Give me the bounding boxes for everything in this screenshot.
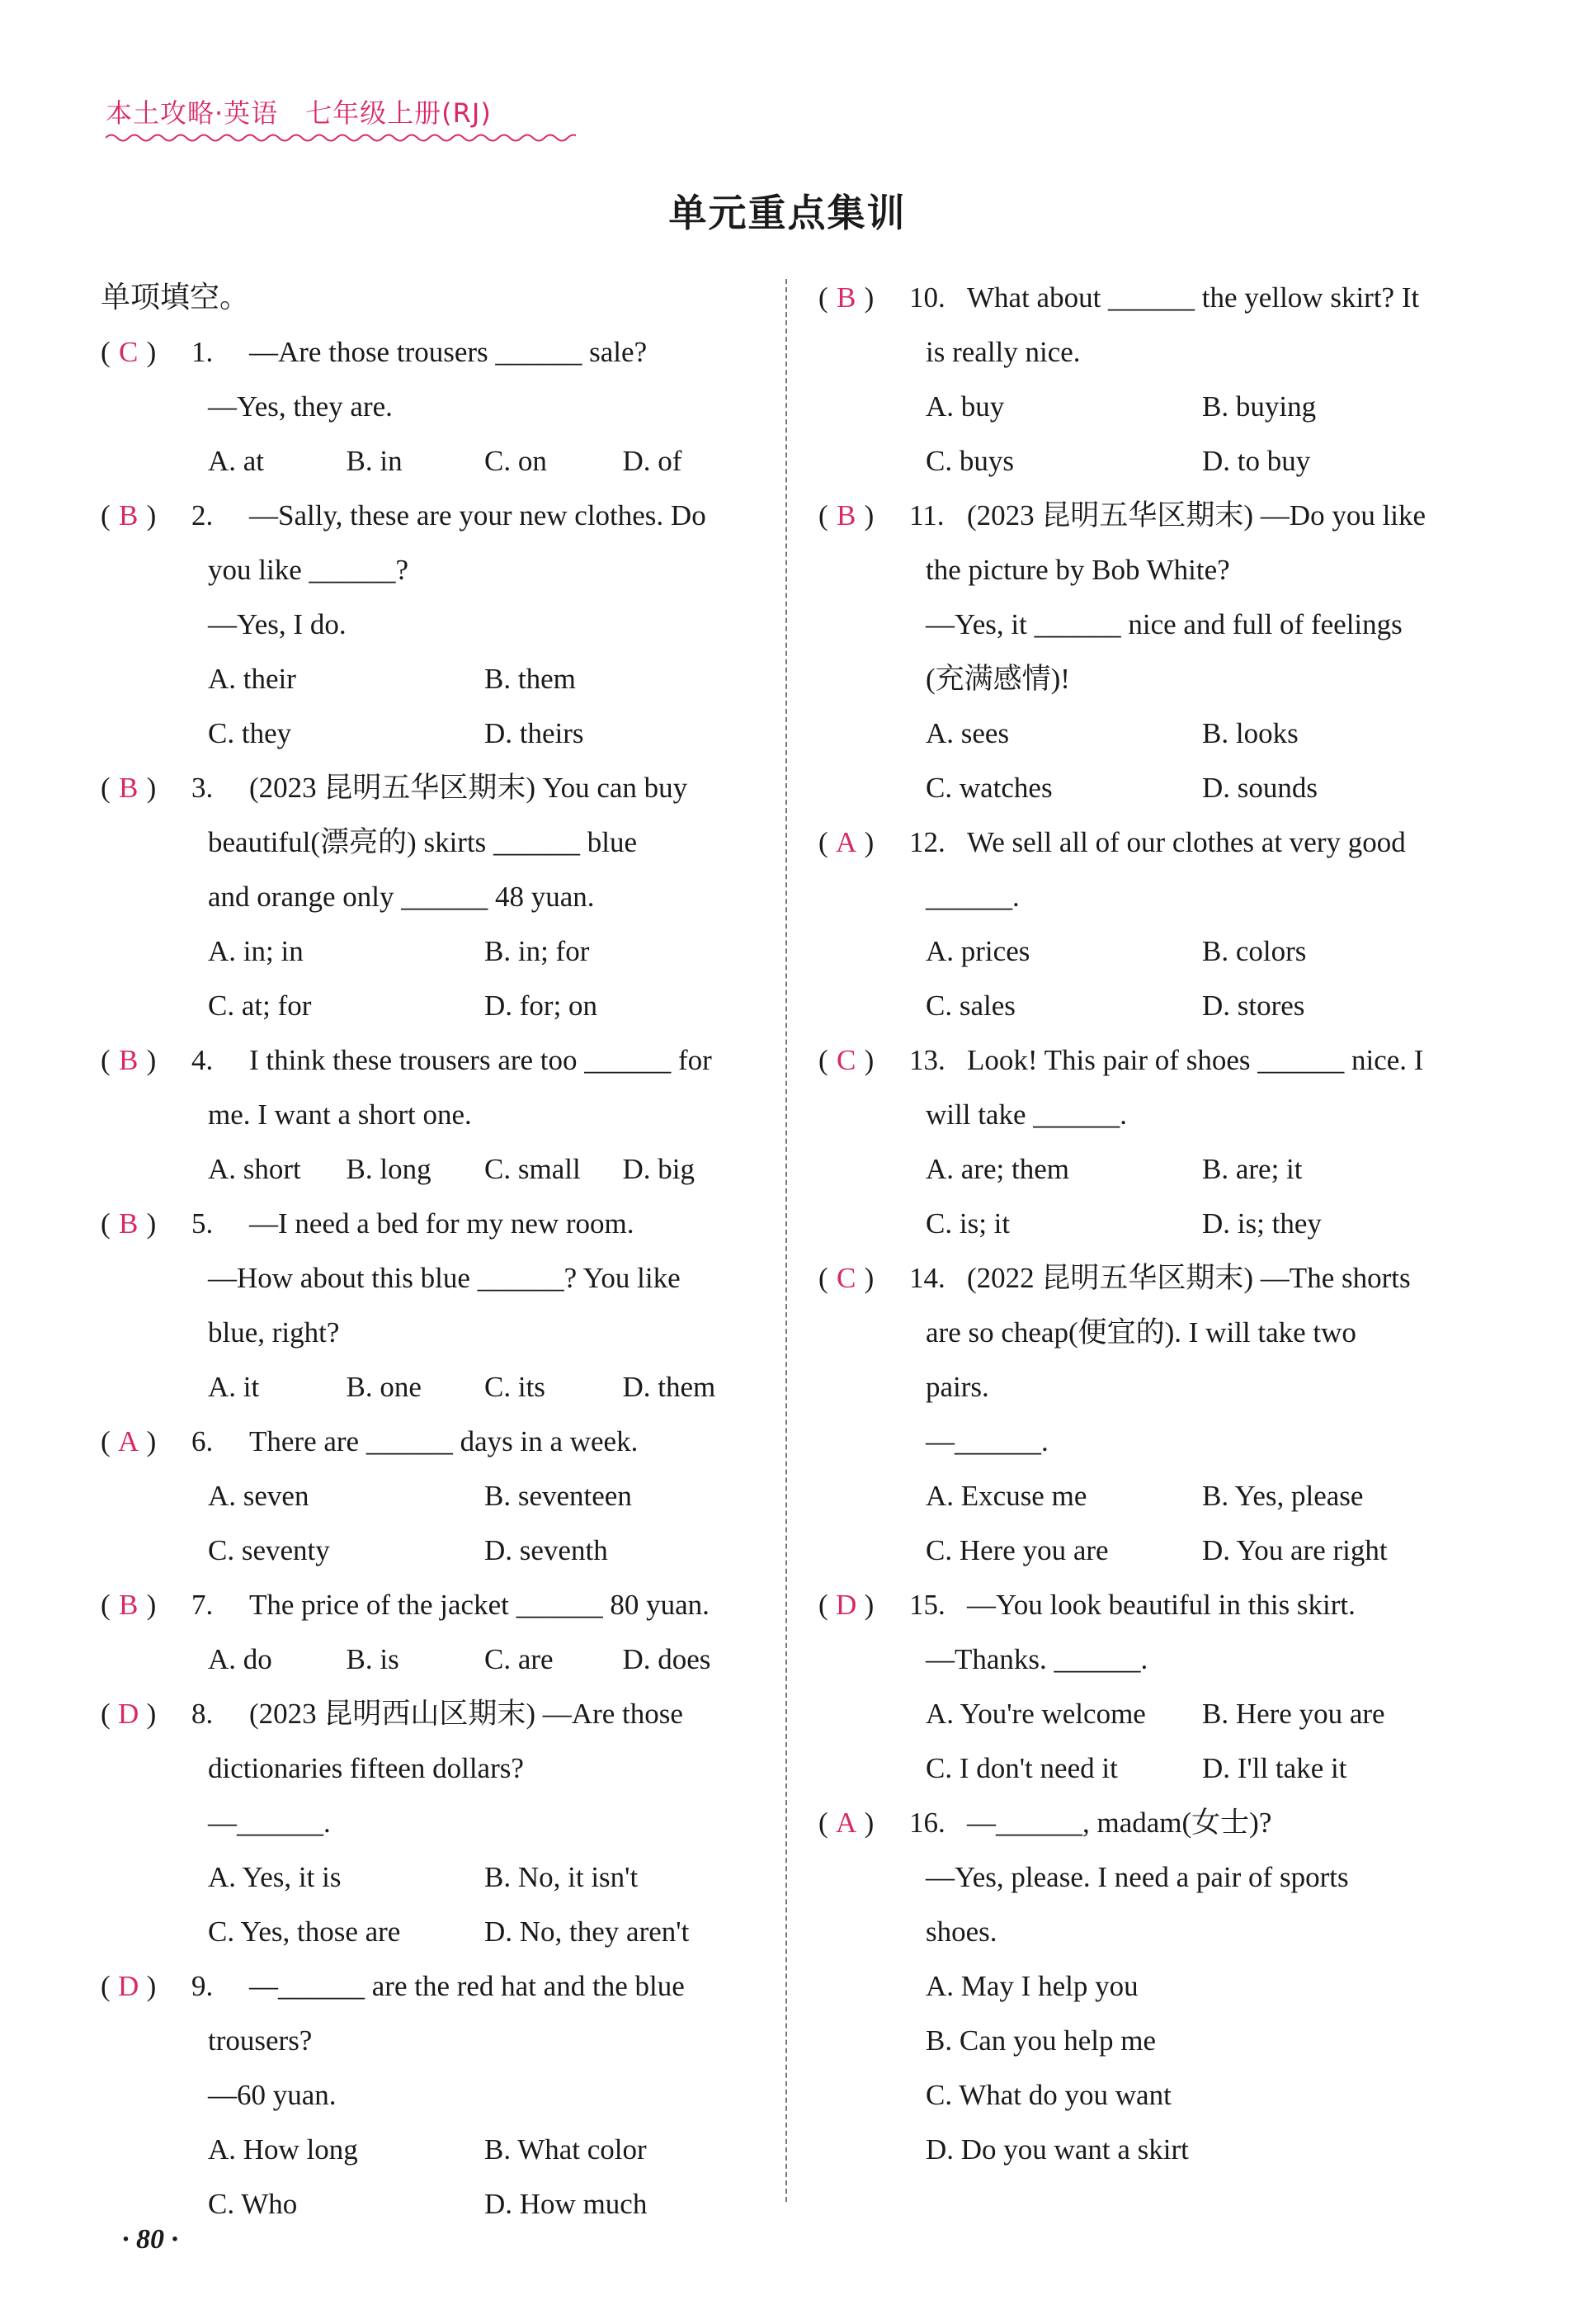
question-number: 16. — [909, 1807, 945, 1839]
options-row — [101, 2123, 761, 2177]
option: A. How long — [208, 2133, 358, 2166]
question-number: 9. — [191, 1970, 214, 2002]
question-stem-line: ______. — [926, 881, 1020, 913]
option: B. What color — [484, 2133, 647, 2166]
option: C. its — [484, 1371, 545, 1403]
question-number: 15. — [909, 1589, 945, 1621]
answer-letter: D — [118, 1698, 139, 1730]
answer-bracket: ( C ) — [101, 325, 191, 380]
question-stem-line: —60 yuan. — [208, 2079, 337, 2111]
options-row — [818, 1741, 1478, 1796]
option: C. they — [208, 717, 292, 749]
answer-bracket: ( A ) — [818, 815, 909, 870]
answer-letter: C — [836, 1262, 856, 1294]
question-number: 8. — [191, 1698, 214, 1730]
left-column — [101, 271, 761, 2232]
question-item — [818, 1578, 1478, 1796]
question-stem-line: pairs. — [926, 1371, 989, 1403]
question-item — [101, 1687, 761, 1959]
options-row — [101, 652, 761, 706]
option: A. seven — [208, 1480, 309, 1512]
question-number: 12. — [909, 826, 945, 858]
option: A. Yes, it is — [208, 1861, 342, 1893]
question-stem-line — [101, 489, 761, 543]
question-item — [101, 1959, 761, 2232]
option: D. big — [622, 1153, 695, 1185]
question-number: 6. — [191, 1425, 214, 1457]
options-row — [818, 1142, 1478, 1197]
question-stem-line: (充满感情)! — [926, 663, 1070, 695]
question-number: 5. — [191, 1207, 214, 1240]
option: D. sounds — [1202, 772, 1318, 804]
option: D. Do you want a skirt — [926, 2133, 1189, 2166]
option: B. is — [346, 1643, 399, 1675]
answer-letter: B — [118, 1044, 139, 1076]
question-stem-line — [101, 1578, 761, 1632]
options-row — [818, 706, 1478, 761]
question-stem-line: —______. — [208, 1807, 331, 1839]
question-stem: Look! This pair of shoes ______ nice. I — [967, 1044, 1424, 1076]
options-row — [101, 1523, 761, 1578]
question-stem-line: beautiful(漂亮的) skirts ______ blue — [208, 826, 638, 858]
question-list-right — [818, 271, 1478, 2177]
answer-bracket: ( B ) — [818, 489, 909, 543]
option: C. I don't need it — [926, 1752, 1118, 1784]
answer-letter: C — [836, 1044, 856, 1076]
question-item — [101, 489, 761, 761]
answer-letter: A — [118, 1425, 139, 1457]
question-stem-line: the picture by Bob White? — [926, 554, 1230, 586]
question-stem-line: —Thanks. ______. — [926, 1643, 1148, 1675]
option: C. at; for — [208, 990, 312, 1022]
option: D. stores — [1202, 990, 1305, 1022]
question-stem-line — [101, 1687, 761, 1741]
answer-letter: B — [118, 1207, 139, 1240]
options-row — [101, 1142, 761, 1197]
option: A. in; in — [208, 935, 304, 967]
answer-letter: C — [118, 336, 139, 368]
running-header — [106, 92, 492, 130]
option: B. Can you help me — [926, 2024, 1156, 2057]
question-stem: (2022 昆明五华区期末) —The shorts — [967, 1262, 1411, 1294]
question-number: 3. — [191, 772, 214, 804]
answer-bracket: ( B ) — [101, 489, 191, 543]
wavy-underline-icon — [106, 132, 576, 144]
option: A. are; them — [926, 1153, 1069, 1185]
question-stem: —______ are the red hat and the blue — [249, 1970, 685, 2002]
option: C. watches — [926, 772, 1053, 804]
answer-letter: B — [836, 499, 856, 531]
answer-bracket: ( B ) — [818, 271, 909, 325]
question-stem: (2023 昆明五华区期末) —Do you like — [967, 499, 1426, 531]
page-title: 单元重点集训 — [668, 191, 907, 235]
question-stem-line — [818, 1578, 1478, 1632]
question-item — [818, 1251, 1478, 1578]
option: B. seventeen — [484, 1480, 632, 1512]
question-stem-line: and orange only ______ 48 yuan. — [208, 881, 595, 913]
question-item — [101, 1197, 761, 1415]
question-stem-line — [818, 271, 1478, 325]
column-divider — [785, 279, 787, 2202]
question-item — [818, 815, 1478, 1033]
option: C. on — [484, 445, 547, 477]
question-stem-line — [101, 1415, 761, 1469]
question-stem: —Are those trousers ______ sale? — [249, 336, 648, 368]
options-row — [101, 924, 761, 979]
answer-bracket: ( D ) — [101, 1959, 191, 2014]
options-row — [101, 1469, 761, 1523]
answer-bracket: ( C ) — [818, 1251, 909, 1306]
question-stem-line: will take ______. — [926, 1098, 1127, 1131]
option: A. buy — [926, 390, 1005, 423]
option: B. in; for — [484, 935, 590, 967]
option: D. You are right — [1202, 1534, 1388, 1566]
answer-letter: B — [118, 499, 139, 531]
options-row — [101, 706, 761, 761]
question-number: 11. — [909, 499, 945, 531]
answer-bracket: ( A ) — [101, 1415, 191, 1469]
option: C. seventy — [208, 1534, 330, 1566]
question-item — [101, 1578, 761, 1687]
option: A. short — [208, 1153, 301, 1185]
question-stem-line — [101, 325, 761, 380]
question-number: 7. — [191, 1589, 214, 1621]
question-item — [101, 761, 761, 1033]
question-item — [101, 325, 761, 489]
answer-letter: D — [836, 1589, 857, 1621]
options-row — [101, 1632, 761, 1687]
option: A. Excuse me — [926, 1480, 1087, 1512]
options-row — [101, 434, 761, 489]
option: B. long — [346, 1153, 431, 1185]
answer-bracket: ( A ) — [818, 1796, 909, 1850]
options-row — [101, 2177, 761, 2232]
option: B. one — [346, 1371, 422, 1403]
question-stem: What about ______ the yellow skirt? It — [967, 281, 1420, 314]
option: B. Here you are — [1202, 1698, 1385, 1730]
question-number: 10. — [909, 281, 945, 314]
option: D. No, they aren't — [484, 1915, 690, 1948]
question-list-left — [101, 325, 761, 2232]
right-column — [818, 271, 1478, 2177]
question-item — [818, 489, 1478, 815]
answer-bracket: ( B ) — [101, 761, 191, 815]
answer-letter: A — [836, 1807, 857, 1839]
option: A. it — [208, 1371, 260, 1403]
options-row — [818, 1197, 1478, 1251]
option: B. looks — [1202, 717, 1299, 749]
options-row — [818, 979, 1478, 1033]
answer-letter: B — [118, 772, 139, 804]
option: A. do — [208, 1643, 272, 1675]
options-row — [818, 434, 1478, 489]
question-number: 4. — [191, 1044, 214, 1076]
options-row — [101, 1360, 761, 1415]
option: A. You're welcome — [926, 1698, 1146, 1730]
answer-letter: A — [836, 826, 857, 858]
question-item — [101, 1415, 761, 1578]
question-item — [101, 1033, 761, 1197]
option: C. buys — [926, 445, 1014, 477]
options-row — [101, 1905, 761, 1959]
option: C. Here you are — [926, 1534, 1109, 1566]
question-stem-line: you like ______? — [208, 554, 409, 586]
option: A. May I help you — [926, 1970, 1139, 2002]
question-number: 2. — [191, 499, 214, 531]
option: A. sees — [926, 717, 1010, 749]
question-stem: —I need a bed for my new room. — [249, 1207, 634, 1240]
option: C. Yes, those are — [208, 1915, 401, 1948]
question-stem-line — [818, 1033, 1478, 1088]
question-stem-line — [101, 1959, 761, 2014]
option: C. are — [484, 1643, 554, 1675]
options-row — [818, 1687, 1478, 1741]
question-number: 13. — [909, 1044, 945, 1076]
option: B. No, it isn't — [484, 1861, 639, 1893]
option: B. them — [484, 663, 576, 695]
option: B. colors — [1202, 935, 1307, 967]
answer-bracket: ( B ) — [101, 1033, 191, 1088]
question-stem-line: are so cheap(便宜的). I will take two — [926, 1316, 1356, 1349]
answer-bracket: ( C ) — [818, 1033, 909, 1088]
option: D. is; they — [1202, 1207, 1322, 1240]
question-number: 1. — [191, 336, 214, 368]
option: D. for; on — [484, 990, 598, 1022]
option: D. to buy — [1202, 445, 1311, 477]
option: C. Who — [208, 2188, 298, 2220]
question-item — [818, 271, 1478, 489]
question-stem: I think these trousers are too ______ for — [249, 1044, 712, 1076]
question-stem-line: —______. — [926, 1425, 1049, 1457]
question-stem-line: trousers? — [208, 2024, 313, 2057]
question-stem-line — [818, 1796, 1478, 1850]
question-stem-line — [818, 489, 1478, 543]
question-stem-line: —Yes, it ______ nice and full of feelings — [926, 608, 1403, 640]
question-stem: There are ______ days in a week. — [249, 1425, 639, 1457]
question-stem-line — [101, 1197, 761, 1251]
option: C. What do you want — [926, 2079, 1172, 2111]
question-stem-line — [818, 1251, 1478, 1306]
question-stem: (2023 昆明五华区期末) You can buy — [249, 772, 688, 804]
option: B. are; it — [1202, 1153, 1303, 1185]
question-stem-line: —Yes, they are. — [208, 390, 393, 423]
question-stem-line: shoes. — [926, 1915, 997, 1948]
options-row — [818, 761, 1478, 815]
option: D. them — [622, 1371, 716, 1403]
page-number: · 80 · — [122, 2224, 178, 2255]
answer-bracket: ( D ) — [101, 1687, 191, 1741]
option: D. How much — [484, 2188, 648, 2220]
option: C. sales — [926, 990, 1016, 1022]
option: D. theirs — [484, 717, 584, 749]
option: A. prices — [926, 935, 1030, 967]
question-stem: (2023 昆明西山区期末) —Are those — [249, 1698, 683, 1730]
question-stem-line — [101, 761, 761, 815]
question-number: 14. — [909, 1262, 945, 1294]
answer-bracket: ( B ) — [101, 1197, 191, 1251]
question-stem: We sell all of our clothes at very good — [967, 826, 1406, 858]
question-stem-line: blue, right? — [208, 1316, 340, 1349]
option: D. does — [622, 1643, 711, 1675]
question-stem-line: is really nice. — [926, 336, 1081, 368]
option: B. Yes, please — [1202, 1480, 1364, 1512]
option: C. small — [484, 1153, 581, 1185]
question-item — [818, 1796, 1478, 2177]
option: C. is; it — [926, 1207, 1011, 1240]
answer-letter: B — [836, 281, 856, 314]
options-row — [818, 380, 1478, 434]
options-row — [818, 1469, 1478, 1523]
options-row — [818, 924, 1478, 979]
question-stem: The price of the jacket ______ 80 yuan. — [249, 1589, 710, 1621]
question-stem-line: —How about this blue ______? You like — [208, 1262, 681, 1294]
question-stem: —Sally, these are your new clothes. Do — [249, 499, 706, 531]
section-title: 单项填空。 — [101, 281, 250, 314]
question-stem: —______, madam(女士)? — [967, 1807, 1272, 1839]
option: A. at — [208, 445, 265, 477]
question-stem-line — [818, 815, 1478, 870]
question-stem-line: —Yes, I do. — [208, 608, 347, 640]
question-stem-line: dictionaries fifteen dollars? — [208, 1752, 524, 1784]
option: B. buying — [1202, 390, 1317, 423]
header-text: 本土攻略·英语 七年级上册(RJ) — [106, 97, 492, 129]
option: B. in — [346, 445, 403, 477]
option: D. I'll take it — [1202, 1752, 1347, 1784]
option: A. their — [208, 663, 296, 695]
question-stem-line — [101, 1033, 761, 1088]
options-row — [101, 1850, 761, 1905]
answer-bracket: ( B ) — [101, 1578, 191, 1632]
option: D. of — [622, 445, 682, 477]
answer-letter: D — [118, 1970, 139, 2002]
question-stem-line: —Yes, please. I need a pair of sports — [926, 1861, 1349, 1893]
answer-bracket: ( D ) — [818, 1578, 909, 1632]
options-row — [101, 979, 761, 1033]
question-item — [818, 1033, 1478, 1251]
question-stem-line: me. I want a short one. — [208, 1098, 472, 1131]
options-row — [818, 1523, 1478, 1578]
answer-letter: B — [118, 1589, 139, 1621]
option: D. seventh — [484, 1534, 608, 1566]
question-stem: —You look beautiful in this skirt. — [967, 1589, 1356, 1621]
